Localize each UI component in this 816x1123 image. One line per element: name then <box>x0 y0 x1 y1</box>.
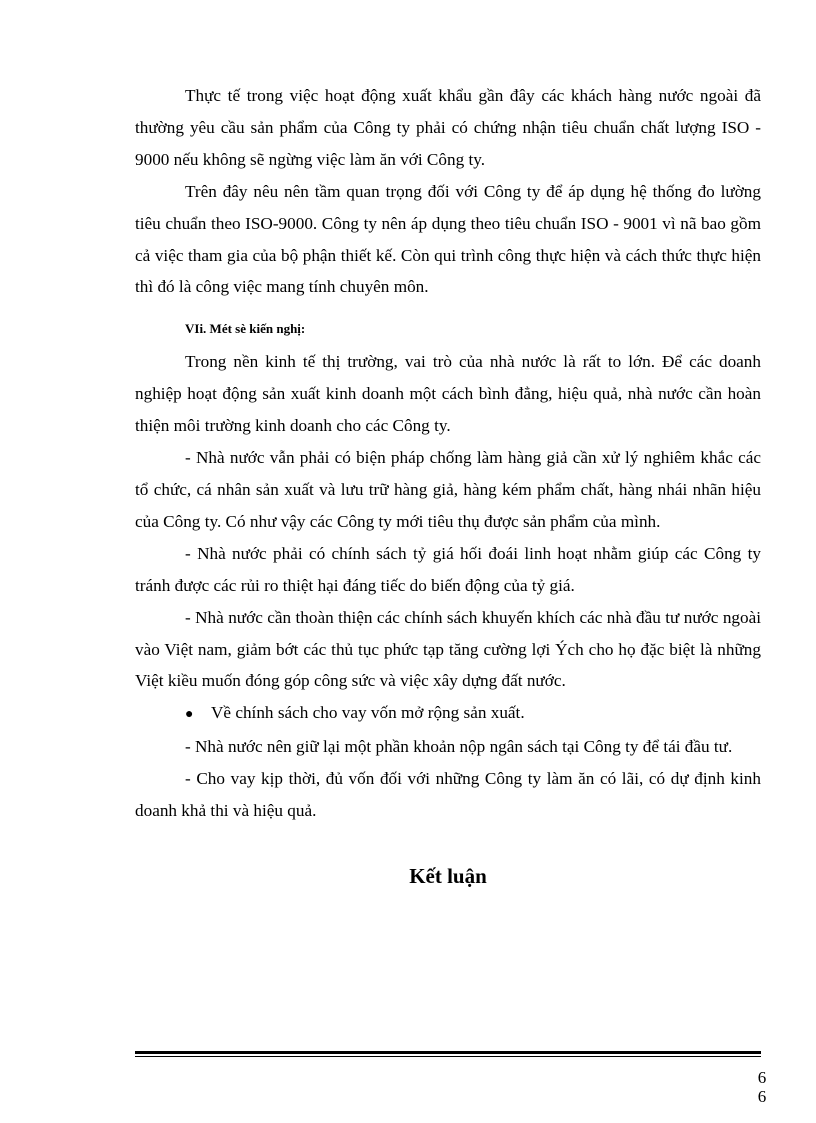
paragraph-state-role: Trong nền kinh tế thị trường, vai trò của nhà nước là rất to lớn. Để các doanh nghiệp hoạt động sản xuất kinh doanh một cách bình đẳng, hiệu quả, nhà nước cần hoàn thiện môi trường kinh doanh cho các Công ty. <box>135 352 761 436</box>
paragraph-timely-lending: - Cho vay kịp thời, đủ vốn đối với những Công ty làm ăn có lãi, có dự định kinh doanh khả thi và hiệu quả. <box>135 769 761 821</box>
paragraph-budget-retention: - Nhà nước nên giữ lại một phần khoản nộp ngân sách tại Công ty để tái đầu tư. <box>185 737 733 757</box>
paragraph-investment-incentives: - Nhà nước cần thoàn thiện các chính sách khuyến khích các nhà đầu tư nước ngoài vào Việt nam, giảm bớt các thủ tục phức tạp tăng cường lợi Ých cho họ đặc biệt là những Việt kiều muốn đóng góp công sức và việc xây dựng đất nước. <box>135 607 761 691</box>
bullet-item-lending-policy <box>135 697 761 731</box>
paragraph-iso-requirement: Thực tế trong việc hoạt động xuất khẩu gần đây các khách hàng nước ngoài đã thường yêu cầu sản phẩm của Công ty phải có chứng nhận tiêu chuẩn chất lượng ISO - 9000 nếu không sẽ ngừng việc làm ăn với Công ty. <box>135 86 761 169</box>
bullet-dot-icon: ● <box>185 707 194 723</box>
paragraph-exchange-rate-policy: - Nhà nước phải có chính sách tỷ giá hối đoái linh hoạt nhằm giúp các Công ty tránh được các rủi ro thiệt hại đáng tiếc do biến động của tỷ giá. <box>135 543 761 595</box>
page-number-line-2: 6 <box>757 1087 767 1106</box>
conclusion-title: Kết luận <box>409 863 487 888</box>
page-number <box>752 1068 772 1106</box>
section-heading-recommendations: VIi. Mét sè kiến nghị: <box>185 321 306 337</box>
paragraph-iso-importance: Trên đây nêu nên tầm quan trọng đối với Công ty để áp dụng hệ thống đo lường tiêu chuẩn theo ISO-9000. Công ty nên áp dụng theo tiêu chuẩn ISO - 9001 vì nã bao gồm cả việc tham gia của bộ phận thiết kế. Còn qui trình công thực hiện và cách thức thực hiện thì đó là công việc mang tính chuyên môn. <box>135 181 761 297</box>
footer-rule-thick <box>135 1051 761 1054</box>
bullet-item-text: Về chính sách cho vay vốn mở rộng sản xuất. <box>211 703 525 723</box>
paragraph-counterfeit-measures: - Nhà nước vẫn phải có biện pháp chống làm hàng giả cần xử lý nghiêm khắc các tổ chức, cá nhân sản xuất và lưu trữ hàng giả, hàng kém phẩm chất, hàng nhái nhãn hiệu của Công ty. Có như vậy các Công ty mới tiêu thụ được sản phẩm của mình. <box>135 448 761 531</box>
document-body <box>135 80 761 891</box>
footer-rule-thin <box>135 1056 761 1057</box>
page-number-line-1: 6 <box>757 1068 767 1087</box>
